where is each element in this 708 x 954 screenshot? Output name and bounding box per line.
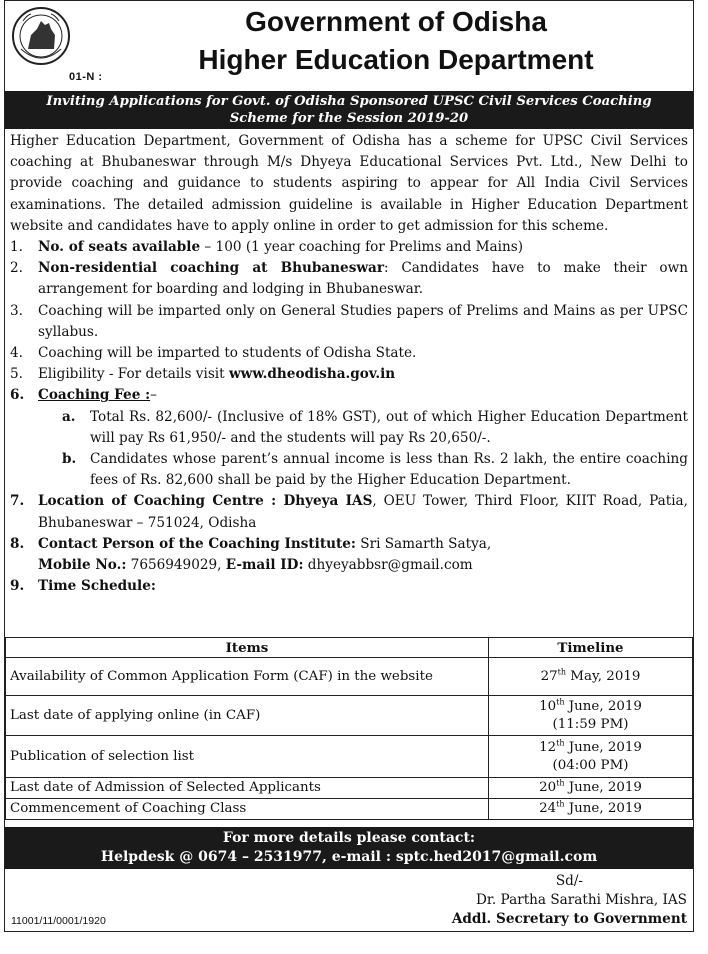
date-rest: June, 2019 [564,739,642,755]
date-suffix: th [556,738,565,748]
item-cell: Last date of applying online (in CAF) [6,696,489,736]
table-row [6,778,693,799]
date-rest: June, 2019 [564,698,642,714]
signatory-designation: Addl. Secretary to Government [451,911,687,927]
sub-number: b. [62,451,77,468]
helpdesk-line[interactable]: Helpdesk @ 0674 – 2531977, e-mail : sptc.hed2017@gmail.com [100,849,598,865]
point-9 [10,576,688,597]
point-3 [10,301,688,343]
point-number: 8. [10,535,25,552]
date-suffix: th [557,667,567,677]
title-line1: Government of Odisha [245,6,547,37]
point-text: Eligibility - For details visit [38,366,229,383]
website-link[interactable]: www.dheodisha.gov.in [228,366,396,383]
point-number: 5. [10,366,23,383]
point-1 [10,237,688,258]
item-cell: Commencement of Coaching Class [6,799,489,820]
point-heading: Coaching Fee : [38,387,151,404]
point-number: 9. [10,578,25,595]
point-heading: Time Schedule: [38,578,156,595]
sub-text: Candidates whose parent’s annual income is less than Rs. 2 lakh, the entire coaching fees of Rs. 82,600 shall be paid by the Higher Education Department. [90,451,688,489]
contact-heading: For more details please contact: [222,830,476,846]
header [5,1,693,91]
point-text: – 100 (1 year coaching for Prelims and Mains) [200,239,524,256]
signature-mark: Sd/- [555,873,583,889]
point-heading: No. of seats available [38,239,201,256]
point-text: – [150,387,157,404]
fee-item-a [62,407,688,449]
point-number: 3. [10,302,23,319]
point-number: 2. [10,260,23,277]
reg-code: 01-N : [69,71,103,83]
date-rest: May, 2019 [566,668,641,684]
point-text: , OEU Tower, Third Floor, KIIT Road, Patia, Bhubaneswar – 751024, Odisha [38,493,688,531]
point-number: 7. [10,493,25,510]
table-row [6,658,693,696]
date-suffix: th [556,697,565,707]
table-row [6,696,693,736]
point-2 [10,258,688,300]
column-header: Timeline [489,638,693,658]
fee-sublist [62,407,688,492]
point-heading: Contact Person of the Coaching Institute: [38,535,356,552]
title-line2: Higher Education Department [198,44,594,75]
mobile-number: 7656949029, [126,557,226,574]
table-header-row [6,638,693,658]
points-list [10,237,688,597]
item-cell: Publication of selection list [6,736,489,778]
point-text: Coaching will be imparted to students of Odisha State. [38,345,417,362]
timeline-cell [489,778,693,799]
date-day: 12 [539,739,557,755]
point-6 [10,385,688,491]
sub-number: a. [62,408,76,425]
point-number: 6. [10,387,25,404]
point-number: 1. [10,239,23,256]
banner-line2: Scheme for the Session 2019-20 [229,111,469,126]
intro-paragraph: Higher Education Department, Government of Odisha has a scheme for UPSC Civil Services coaching at Bhubaneswar through M/s Dhyeya Educational Services Pvt. Ltd., New Delhi to provide coaching and guidance to students aspiring to appear for All India Civil Services examinations. The detailed admission guideline is available in Higher Education Department website and candidates have to apply online in order to get admission for this scheme. [10,133,688,234]
timeline-cell [489,658,693,696]
timeline-cell [489,736,693,778]
date-day: 10 [539,698,557,714]
odisha-emblem-icon [11,5,71,67]
sub-text: Total Rs. 82,600/- (Inclusive of 18% GST), out of which Higher Education Department will pay Rs 61,950/- and the students will pay Rs 20,650/-. [90,408,688,446]
signatory-name: Dr. Partha Sarathi Mishra, IAS [476,892,687,908]
date-rest: June, 2019 [564,780,642,795]
column-header: Items [6,638,489,658]
item-cell: Last date of Admission of Selected Applicants [6,778,489,799]
point-text: Sri Samarth Satya, [355,535,492,552]
point-heading: Non-residential coaching at Bhubaneswar [38,260,385,277]
item-cell: Availability of Common Application Form (CAF) in the website [6,658,489,696]
contact-banner [5,827,693,869]
fee-item-b [62,449,688,491]
date-day: 27 [540,668,558,684]
mobile-label: Mobile No.: [38,557,127,574]
email-label: E-mail ID: [225,557,304,574]
time-of-day: (04:00 PM) [552,757,629,773]
timeline-cell [489,696,693,736]
date-suffix: th [556,778,565,788]
notice-body [10,131,688,597]
banner-line1: Inviting Applications for Govt. of Odisha Sponsored UPSC Civil Services Coaching [46,94,652,109]
point-8 [10,534,688,576]
timeline-cell [489,799,693,820]
time-of-day: (11:59 PM) [552,716,629,732]
point-7 [10,491,688,533]
schedule-table [5,637,693,820]
date-day: 20 [539,780,557,795]
point-5 [10,364,688,385]
point-text: Coaching will be imparted only on General Studies papers of Prelims and Mains as per UPSC syllabus. [38,302,688,340]
notice-frame [4,0,694,932]
date-rest: June, 2019 [564,801,642,816]
title-banner [5,91,693,129]
point-number: 4. [10,345,23,362]
point-4 [10,343,688,364]
point-text: : Candidates have to make their own arrangement for boarding and lodging in Bhubaneswar. [38,260,688,298]
date-day: 24 [539,801,557,816]
point-heading: Location of Coaching Centre : Dhyeya IAS [38,493,373,510]
email-address[interactable]: dhyeyabbsr@gmail.com [303,557,473,574]
footer-code: 11001/11/0001/1920 [11,915,106,927]
table-row [6,736,693,778]
table-row [6,799,693,820]
date-suffix: th [556,799,565,809]
